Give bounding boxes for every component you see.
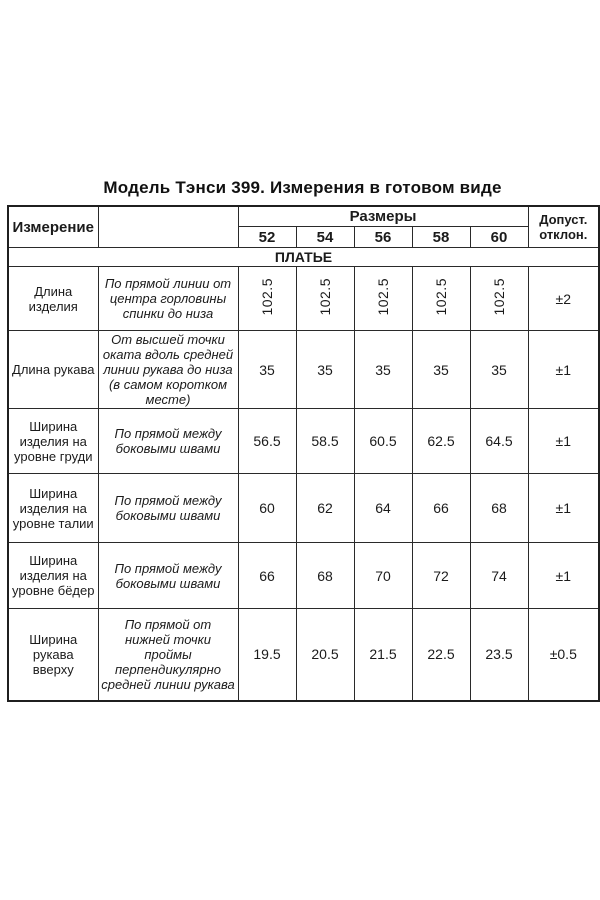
size-column-header: 58 [412,227,470,248]
row-value: 64 [354,474,412,543]
row-value: 23.5 [470,609,528,701]
row-name: Ширина рукава вверху [8,609,98,701]
sizes-group-header: Размеры [238,206,528,227]
row-description: По прямой между боковыми швами [98,543,238,609]
table-row [8,609,599,701]
table-row [8,267,599,331]
row-value: 62 [296,474,354,543]
row-value: 35 [296,331,354,409]
table-row [8,331,599,409]
row-value: 62.5 [412,409,470,474]
row-value: 64.5 [470,409,528,474]
row-description: По прямой от нижней точки проймы перпендикулярно средней линии рукава [98,609,238,701]
row-value: 35 [354,331,412,409]
row-value: 74 [470,543,528,609]
page-title: Модель Тэнси 399. Измерения в готовом виде [103,178,502,197]
row-value: 66 [412,474,470,543]
row-tolerance: ±1 [528,474,599,543]
row-value: 35 [412,331,470,409]
row-name: Длина рукава [8,331,98,409]
row-value: 72 [412,543,470,609]
row-value: 22.5 [412,609,470,701]
row-value: 58.5 [296,409,354,474]
row-tolerance: ±1 [528,409,599,474]
header-row-1 [8,206,599,227]
row-description: По прямой между боковыми швами [98,409,238,474]
row-value: 19.5 [238,609,296,701]
size-column-header: 56 [354,227,412,248]
row-description: От высшей точки оката вдоль средней линии рукава до низа (в самом коротком месте) [98,331,238,409]
row-tolerance: ±1 [528,331,599,409]
tolerance-column-header: Допуст. отклон. [528,206,599,248]
row-value: 35 [238,331,296,409]
row-name: Ширина изделия на уровне груди [8,409,98,474]
row-value: 35 [470,331,528,409]
row-value: 20.5 [296,609,354,701]
row-name: Ширина изделия на уровне талии [8,474,98,543]
row-tolerance: ±1 [528,543,599,609]
measurements-table [7,205,600,702]
row-value: 56.5 [238,409,296,474]
row-value: 70 [354,543,412,609]
row-value: 21.5 [354,609,412,701]
row-value: 60.5 [354,409,412,474]
table-row [8,409,599,474]
measurement-column-header: Измерение [8,206,98,248]
section-header: ПЛАТЬЕ [8,248,599,267]
row-tolerance: ±2 [528,267,599,331]
section-row [8,248,599,267]
table-row [8,474,599,543]
row-value: 66 [238,543,296,609]
size-column-header: 54 [296,227,354,248]
row-tolerance: ±0.5 [528,609,599,701]
size-column-header: 52 [238,227,296,248]
row-value: 102.5 [354,267,412,331]
row-value: 102.5 [238,267,296,331]
row-name: Длина изделия [8,267,98,331]
row-value: 102.5 [412,267,470,331]
row-name: Ширина изделия на уровне бёдер [8,543,98,609]
row-value: 68 [296,543,354,609]
row-value: 68 [470,474,528,543]
row-value: 102.5 [470,267,528,331]
description-column-header [98,206,238,248]
size-column-header: 60 [470,227,528,248]
table-row [8,543,599,609]
row-description: По прямой между боковыми швами [98,474,238,543]
row-value: 102.5 [296,267,354,331]
row-description: По прямой линии от центра горловины спинки до низа [98,267,238,331]
row-value: 60 [238,474,296,543]
